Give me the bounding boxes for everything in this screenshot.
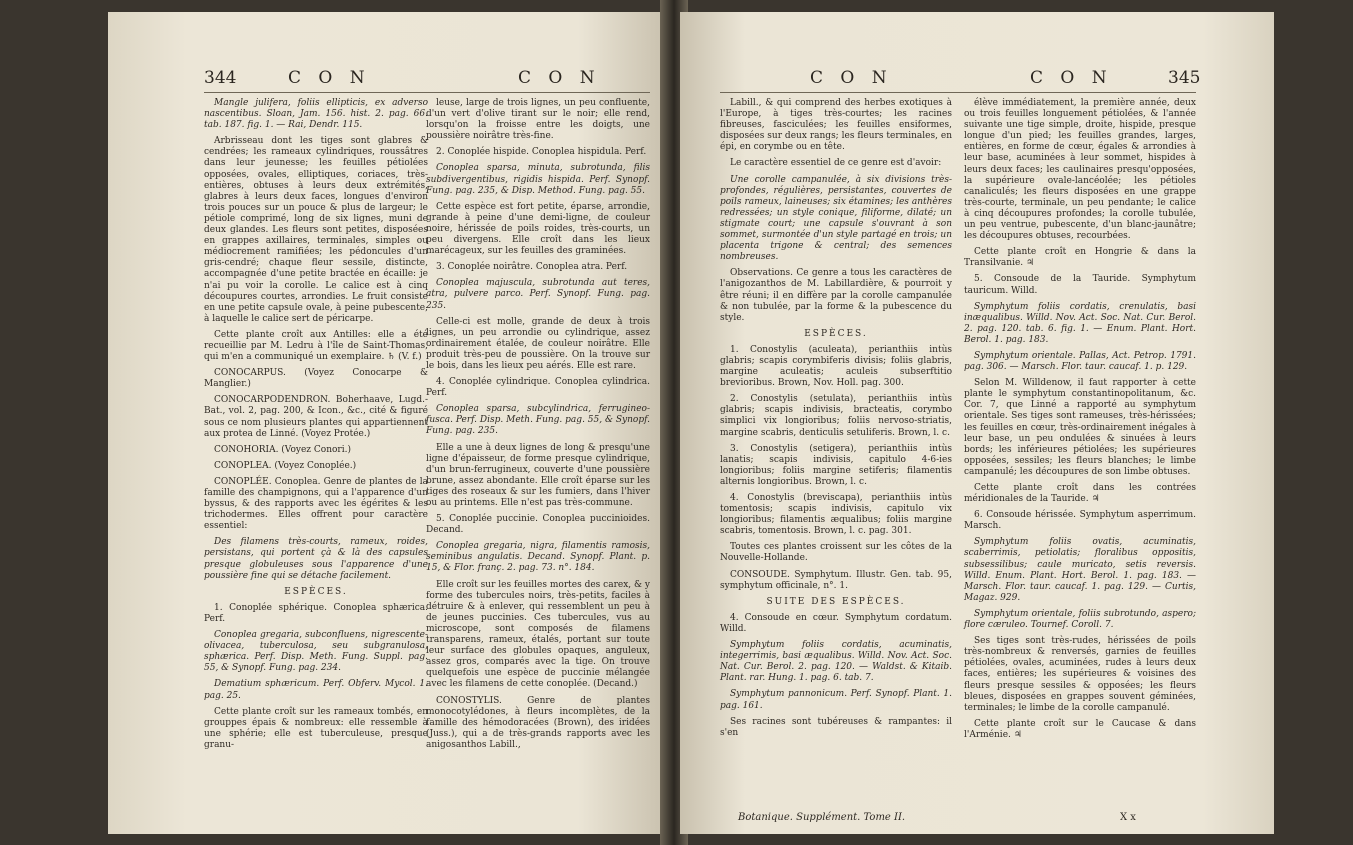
paragraph: Ses tiges sont très-rudes, hérissées de poils très-nombreux & renversés, garnies de feuilles pétiolées, ovales, acuminées, rudes à leurs deux faces, entières; les supérieures & voisines des fleurs presque sessiles & opposées; les fleurs bleues, disposées en grappes souvent géminées, terminales; le limbe de la corolle campanulé. [964,636,1196,713]
paragraph: élève immédiatement, la première année, deux ou trois feuilles longuement pétiolées, & l'année suivante une tige simple, droite, hispide, presque longue d'un pied; les feuilles grandes, larges, entières, en forme de cœur, égales & arrondies à leur base, acuminées à leur sommet, hispides à leurs deux faces; les caulinaires presqu'opposées, la supérieure ovale-lancéolée; les pétioles canaliculés; les fleurs disposées en une grappe très-courte, terminale, un peu pendante; le calice à cinq découpures profondes; la corolle tubulée, un peu ventrue, pubescente, d'un blanc-jaunâtre; les découpures obtuses, recourbées. [964,98,1196,242]
left-column-2 [426,98,650,756]
paragraph: 2. Conoplée hispide. Conoplea hispidula. Perf. [436,147,647,158]
paragraph: 3. Conoplée noirâtre. Conoplea atra. Perf. [436,262,628,273]
paragraph: Une corolle campanulée, à six divisions très-profondes, régulières, persistantes, couvertes de poils rameux, laineuses; six étamines; les anthères redressées; un style conique, filiforme, dilaté; un stigmate court; une capsule s'ouvrant à son sommet, surmontée d'un style partagé en trois; un placenta trigone & central; des semences nombreuses. [720,174,952,263]
section-heading: ESPÈCES. [804,328,868,339]
left-column-1 [204,98,428,756]
page-footer: Botanique. Supplément. Tome II. [738,812,906,823]
running-head-left-1: C O N [288,68,371,88]
paragraph: CONOCARPUS. (Voyez Conocarpe & Manglier.) [204,368,428,390]
paragraph: 2. Conostylis (setulata), perianthiis intùs glabris; scapis indivisis, bracteatis, corymbo simplici vix longioribus; foliis nervoso-striatis, margine scabris, denticulis setuliferis. Brown, l. c. [720,394,952,438]
paragraph: 6. Consoude hérissée. Symphytum asperrimum. Marsch. [964,510,1196,532]
paragraph: 1. Conoplée sphérique. Conoplea sphærica. Perf. [204,602,428,624]
paragraph: Cette plante croît en Hongrie & dans la Transilvanie. ♃ [964,247,1196,269]
paragraph: Labill., & qui comprend des herbes exotiques à l'Europe, à tiges très-courtes; les racines fibreuses, fasciculées; les feuilles ensiformes, disposées sur deux rangs; les fleurs terminales, en épi, en corymbe ou en tête. [720,98,952,153]
paragraph: CONOPLÉE. Conoplea. Genre de plantes de la famille des champignons, qui a l'apparence d'un byssus, & des rapports avec les égérites & les trichodermes. Elles offrent pour caractère essentiel: [204,476,428,532]
paragraph: Mangle julifera, foliis ellipticis, ex adverso nascentibus. Sloan, Jam. 156. hist. 2. pag. 66. tab. 187. fig. 1. — Rai, Dendr. 115. [204,98,428,131]
signature-mark: X x [1120,812,1136,823]
page-number-left: 344 [204,68,237,88]
paragraph: 4. Conostylis (breviscapa), perianthiis intùs tomentosis; scapis indivisis, capitulo vix longioribus; filamentis æqualibus; foliis margine scabris, tomentosis. Brown, l. c. pag. 301. [720,493,952,537]
paragraph: Le caractère essentiel de ce genre est d'avoir: [730,158,942,169]
paragraph: Conoplea gregaria, subconfluens, nigrescente-olivacea, tuberculosa, seu subgranulosa, sphærica. Perf. Disp. Meth. Fung. Suppl. pag. 55, & Synopf. Fung. pag. 234. [204,630,428,674]
paragraph: Symphytum foliis cordatis, crenulatis, basi inæqualibus. Willd. Nov. Act. Soc. Nat. Cur. Berol. 2. pag. 120. tab. 6. fig. 1. — Enum. Plant. Hort. Berol. 1. pag. 183. [964,301,1196,345]
right-column-1 [720,98,952,744]
paragraph: Elle croît sur les feuilles mortes des carex, & y forme des tubercules noirs, très-petits, faciles à détruire & à enlever, qui ressemblent un peu à de jeunes puccinies. Ces tubercules, vus au microscope, sont composés de filamens transparens, rameux, étalés, portant sur toute leur surface des globules opaques, anguleux, assez gros, comparés avec la tige. On trouve quelquefois une espèce de puccinie mélangée avec les filamens de cette conoplée. (Decand.) [426,579,650,690]
paragraph: 5. Conoplée puccinie. Conoplea puccinioides. Decand. [426,514,650,536]
paragraph: Conoplea sparsa, subcylindrica, ferrugineo-fusca. Perf. Disp. Meth. Fung. pag. 55, & Synopf. Fung. pag. 235. [426,404,650,437]
page-number-right: 345 [1168,68,1201,88]
paragraph: 4. Consoude en cœur. Symphytum cordatum. Willd. [720,612,952,634]
paragraph: Conoplea gregaria, nigra, filamentis ramosis, seminibus angulatis. Decand. Synopf. Plant. p. 15, & Flor. franç. 2. pag. 73. n°. 184. [426,541,650,574]
paragraph: Symphytum foliis cordatis, acuminatis, integerrimis, basi æqualibus. Willd. Nov. Act. Soc. Nat. Cur. Berol. 2. pag. 120. — Waldst. & Kitaib. Plant. rar. Hung. 1. pag. 6. tab. 7. [720,640,952,684]
section-heading: SUITE DES ESPÈCES. [766,596,906,607]
paragraph: Cette plante croît sur le Caucase & dans l'Arménie. ♃ [964,718,1196,740]
paragraph: Des filamens très-courts, rameux, roides, persistans, qui portent çà & là des capsules presque globuleuses sous l'apparence d'une poussière fine qui se détache facilement. [204,537,428,581]
paragraph: Selon M. Willdenow, il faut rapporter à cette plante le symphytum constantinopolitanum, &c. Cor. 7, que Linné a rapporté au symphytum orientale. Ses tiges sont rameuses, très-hérissées; les feuilles en cœur, très-ordinairement inégales à leur base, un peu ondulées & sinuées à leurs bords; les inférieures pétiolées; les supérieures opposées, sessiles; les fleurs blanches; le limbe campanulé; les découpures de son limbe obtuses. [964,378,1196,477]
paragraph: Ses racines sont tubéreuses & rampantes: il s'en [720,716,952,738]
paragraph: Symphytum pannonicum. Perf. Synopf. Plant. 1. pag. 161. [720,689,952,711]
paragraph: Symphytum orientale. Pallas, Act. Petrop. 1791. pag. 306. — Marsch. Flor. taur. caucaf. 1. p. 129. [964,350,1196,373]
section-heading: ESPÈCES. [284,586,348,597]
running-head-left-2: C O N [518,68,601,88]
paragraph: CONOHORIA. (Voyez Conori.) [214,444,351,455]
paragraph: Celle-ci est molle, grande de deux à trois lignes, un peu arrondie ou cylindrique, assez ordinairement étalée, de couleur noirâtre. Elle produit très-peu de poussière. On la trouve sur le bois, dans les lieux peu aérés. Elle est rare. [426,316,650,371]
paragraph: Dematium sphæricum. Perf. Obferv. Mycol. 1. pag. 25. [204,679,428,701]
paragraph: CONSOUDE. Symphytum. Illustr. Gen. tab. 95, symphytum officinale, n°. 1. [720,569,952,591]
paragraph: Cette plante croît aux Antilles: elle a été recueillie par M. Ledru à l'île de Saint-Thomas, qui m'en a communiqué un exemplaire. ♄ (V. f.) [204,329,428,363]
running-head-right-2: C O N [1030,68,1113,88]
paragraph: Observations. Ce genre a tous les caractères de l'anigozanthos de M. Labillardière, & pourroit y être réuni; il en diffère par la corolle campanulée & non tubulée, par la forme & la pubescence du style. [720,268,952,323]
paragraph: Conoplea majuscula, subrotunda aut teres, atra, pulvere parco. Perf. Synopf. Fung. pag. 235. [426,278,650,311]
paragraph: Cette plante croît dans les contrées méridionales de la Tauride. ♃ [964,483,1196,505]
paragraph: Cette plante croît sur les rameaux tombés, en grouppes épais & nombreux: elle ressemble à une sphérie; elle est tuberculeuse, presque granu- [204,706,428,750]
paragraph: CONOSTYLIS. Genre de plantes monocotylédones, à fleurs incomplètes, de la famille des hémodoracées (Brown), des iridées (Juss.), qui a de très-grands rapports avec les anigosanthos Labill., [426,695,650,750]
right-page [680,12,1274,834]
paragraph: Symphytum orientale, foliis subrotundo, aspero; flore cæruleo. Tournef. Coroll. 7. [964,608,1196,631]
header-rule [720,92,1196,93]
right-column-2 [964,98,1196,746]
paragraph: Arbrisseau dont les tiges sont glabres & cendrées; les rameaux cylindriques, roussâtres dans leur jeunesse; les feuilles pétiolées opposées, ovales, elliptiques, coriaces, très-entières, obtuses à leurs deux extrémités, glabres à leurs deux faces, longues d'environ trois pouces sur un pouce & plus de largeur; le pétiole comprimé, long de six lignes, muni de deux glandes. Les fleurs sont petites, disposées en grappes axillaires, terminales, simples ou médiocrement ramifiées; les pédoncules d'un gris-cendré; chaque fleur sessile, distincte, accompagnée d'une petite bractée en écaille: je n'ai pu voir la corolle. Le calice est à cinq découpures courtes, arrondies. Le fruit consiste en une petite capsule ovale, à peine pubescente, à laquelle le calice sert de péricarpe. [204,136,428,324]
paragraph: 4. Conoplée cylindrique. Conoplea cylindrica. Perf. [426,377,650,399]
paragraph: leuse, large de trois lignes, un peu confluente, d'un vert d'olive tirant sur le noir; elle rend, lorsqu'on la froisse entre les doigts, une poussière noirâtre très-fine. [426,98,650,142]
paragraph: CONOCARPODENDRON. Boherhaave, Lugd.-Bat., vol. 2, pag. 200, & Icon., &c., cité & figuré sous ce nom plusieurs plantes qui appartiennent aux protea de Linné. (Voyez Protée.) [204,395,428,439]
running-head-right-1: C O N [810,68,893,88]
paragraph: Elle a une à deux lignes de long & presqu'une ligne d'épaisseur, de forme presque cylindrique, d'un brun-ferrugineux, couverte d'une poussière brune, assez abondante. Elle croît éparse sur les tiges des roseaux & sur les fumiers, dans l'hiver ou au printems. Elle n'est pas très-commune. [426,442,650,508]
paragraph: Toutes ces plantes croissent sur les côtes de la Nouvelle-Hollande. [720,542,952,564]
paragraph: CONOPLEA. (Voyez Conoplée.) [214,460,357,471]
paragraph: 1. Conostylis (aculeata), perianthiis intùs glabris; scapis corymbiferis divisis; foliis glabris, margine aculeatis; aculeis subserftitio brevioribus. Brown, Nov. Holl. pag. 300. [720,344,952,389]
left-page [108,12,668,834]
paragraph: Symphytum foliis ovatis, acuminatis, scaberrimis, petiolatis; floralibus oppositis, subsessilibus; caule muricato, setis reversis. Willd. Enum. Plant. Hort. Berol. 1. pag. 183. — Marsch. Flor. taur. caucaf. 1. pag. 129. — Curtis, Magaz. 929. [964,537,1196,603]
paragraph: Cette espèce est fort petite, éparse, arrondie, grande à peine d'une demi-ligne, de couleur noire, hérissée de poils roides, très-courts, un peu divergens. Elle croît dans les lieux marécageux, sur les feuilles des graminées. [426,201,650,257]
header-rule [204,92,650,93]
paragraph: 5. Consoude de la Tauride. Symphytum tauricum. Willd. [964,274,1196,296]
paragraph: Conoplea sparsa, minuta, subrotunda, filis subdivergentibus, rigidis hispida. Perf. Synopf. Fung. pag. 235, & Disp. Method. Fung. pag. 55. [426,163,650,196]
paragraph: 3. Conostylis (setigera), perianthiis intùs lanatis; scapis indivisis, capitulo 4-6-ies longioribus; foliis margine setiferis; filamentis alternis longioribus. Brown, l. c. [720,443,952,487]
